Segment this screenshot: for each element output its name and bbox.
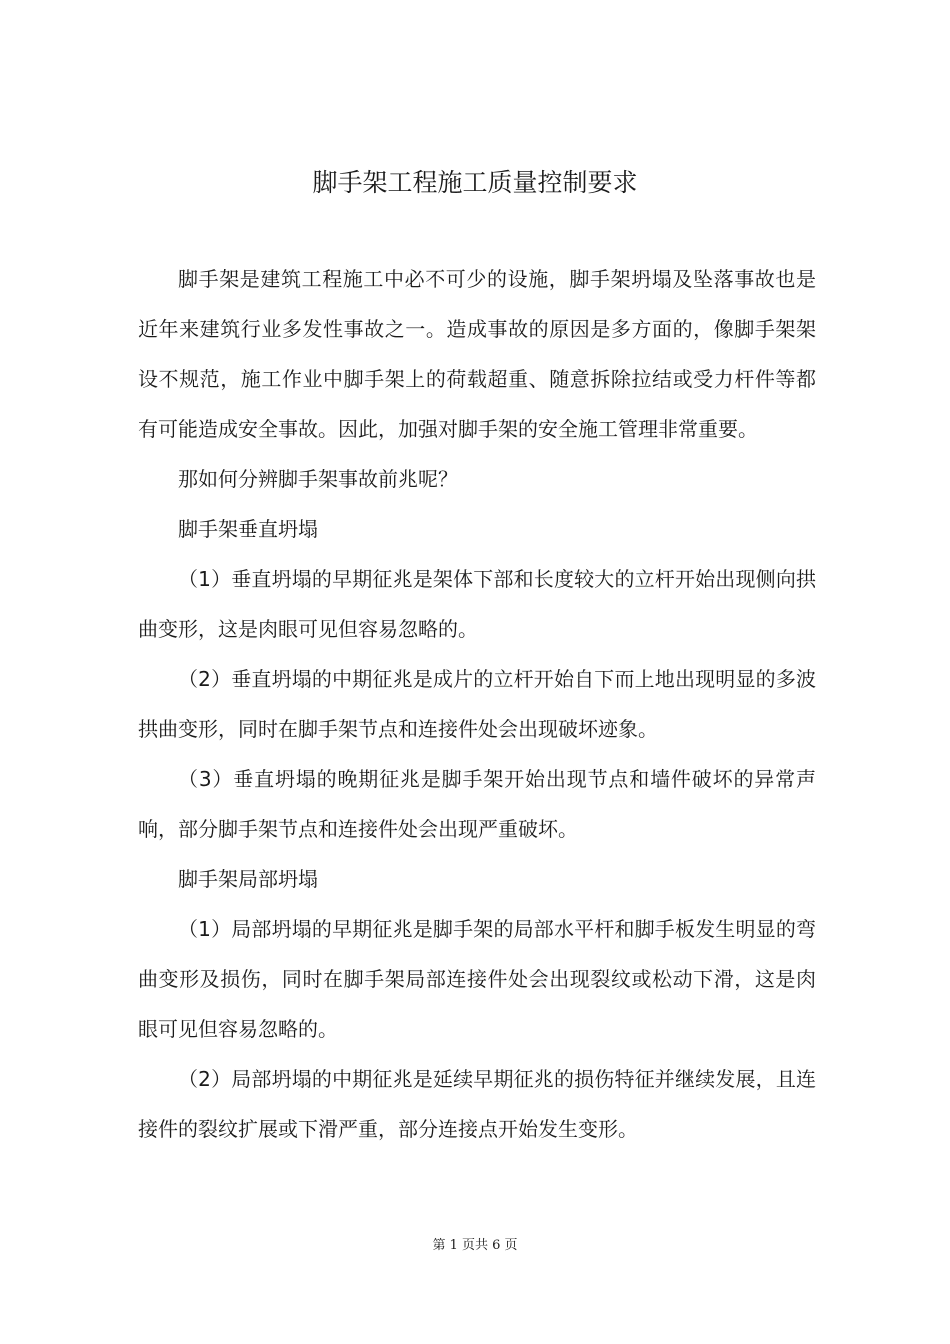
document-body [138, 254, 816, 1154]
section-heading-local-collapse: 脚手架局部坍塌 [178, 867, 318, 891]
paragraph-local-early: （1）局部坍塌的早期征兆是脚手架的局部水平杆和脚手板发生明显的弯曲变形及损伤，同时在脚手架局部连接件处会出现裂纹或松动下滑，这是肉眼可见但容易忽略的。 [138, 917, 816, 1041]
paragraph-question: 那如何分辨脚手架事故前兆呢？ [178, 467, 458, 491]
paragraph-intro: 脚手架是建筑工程施工中必不可少的设施，脚手架坍塌及坠落事故也是近年来建筑行业多发性事故之一。造成事故的原因是多方面的，像脚手架架设不规范，施工作业中脚手架上的荷载超重、随意拆除拉结或受力杆件等都有可能造成安全事故。因此，加强对脚手架的安全施工管理非常重要。 [138, 267, 816, 441]
document-title: 脚手架工程施工质量控制要求 [312, 168, 638, 197]
paragraph-vertical-early: （1）垂直坍塌的早期征兆是架体下部和长度较大的立杆开始出现侧向拱曲变形，这是肉眼可见但容易忽略的。 [138, 567, 816, 641]
paragraph-vertical-middle: （2）垂直坍塌的中期征兆是成片的立杆开始自下而上地出现明显的多波拱曲变形，同时在脚手架节点和连接件处会出现破坏迹象。 [138, 667, 816, 741]
section-heading-vertical-collapse: 脚手架垂直坍塌 [178, 517, 318, 541]
page-number-footer: 第 1 页共 6 页 [432, 1238, 518, 1253]
paragraph-vertical-late: （3）垂直坍塌的晚期征兆是脚手架开始出现节点和墙件破坏的异常声响，部分脚手架节点和连接件处会出现严重破坏。 [138, 767, 816, 841]
paragraph-local-middle: （2）局部坍塌的中期征兆是延续早期征兆的损伤特征并继续发展，且连接件的裂纹扩展或下滑严重，部分连接点开始发生变形。 [138, 1067, 816, 1141]
